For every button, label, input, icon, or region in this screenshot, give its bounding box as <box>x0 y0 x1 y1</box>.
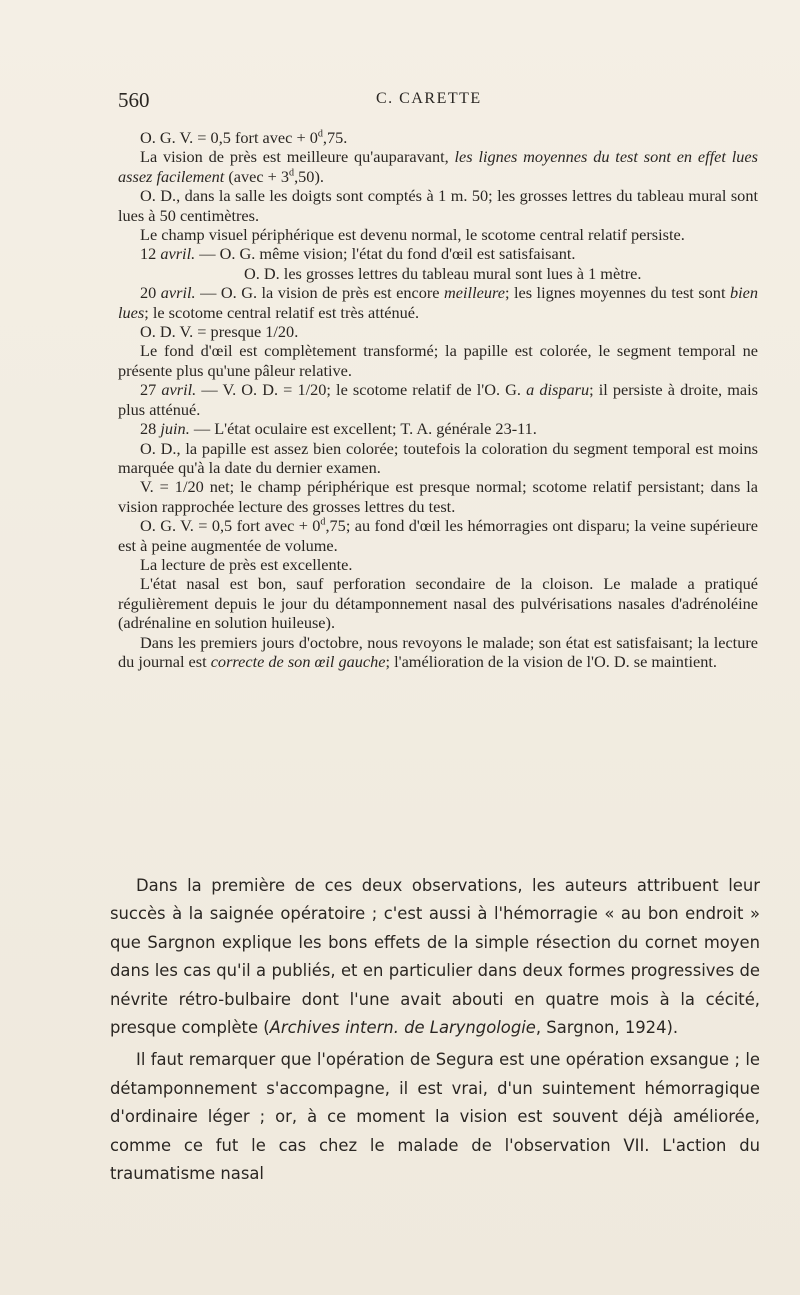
note-paragraph-10 <box>118 380 758 419</box>
italic-run: avril. <box>160 283 196 303</box>
text-run: ,50). <box>294 166 324 186</box>
text-run: ; les lignes moyennes du test sont <box>504 283 730 303</box>
italic-run: juin. <box>160 419 190 439</box>
text-run: V. = 1/20 net; le champ périphérique est presque normal; scotome relatif persistant; dans la vision rapprochée lecture des grosses lettres du test. <box>118 477 758 516</box>
note-paragraph-6 <box>118 264 758 283</box>
note-paragraph-14 <box>118 516 758 555</box>
note-paragraph-2 <box>118 147 758 186</box>
note-paragraph-17 <box>118 633 758 672</box>
text-run: 20 <box>140 283 161 303</box>
note-paragraph-16 <box>118 574 758 632</box>
page-number: 560 <box>118 88 150 112</box>
text-run: Dans les premiers jours d'octobre, nous revoyons le malade; son état est satisfaisant; la lecture du journal est <box>118 632 758 671</box>
note-paragraph-7 <box>118 283 758 322</box>
italic-run: correcte de son œil gauche <box>210 651 386 671</box>
text-run: Dans la première de ces deux observations, les auteurs attribuent leur succès à la saignée opératoire ; c'est aussi à l'hémorragie « au bon endroit » que Sargnon explique les bons effets de la simple résection du cornet moyen dans les cas qu'il a publiés, et en particulier dans deux formes progressives de névrite rétro-bulbaire dont l'une avait abouti en quatre mois à la cécité, presque complète ( <box>110 876 760 1038</box>
text-run: O. G. V. = 0,5 fort avec + 0 <box>140 516 321 536</box>
superscript: d <box>317 128 323 140</box>
text-run: — V. O. D. = 1/20; le scotome relatif de l'O. G. <box>196 380 527 400</box>
clinical-notes <box>118 128 758 671</box>
italic-run: avril. <box>160 244 196 264</box>
text-run: (avec + 3 <box>224 166 290 186</box>
text-run: — L'état oculaire est excellent; T. A. générale 23-11. <box>189 419 537 439</box>
body-text <box>110 872 760 1188</box>
text-run: — O. G. même vision; l'état du fond d'œil est satisfaisant. <box>195 244 576 264</box>
text-run: 12 <box>140 244 161 264</box>
superscript: d <box>320 516 326 528</box>
italic-run: Archives intern. de Laryngologie <box>269 1018 536 1038</box>
text-run: La lecture de près est excellente. <box>140 554 353 574</box>
text-run: ,75. <box>322 128 348 147</box>
text-run: ; le scotome central relatif est très atténué. <box>144 302 420 322</box>
text-run: L'état nasal est bon, sauf perforation secondaire de la cloison. Le malade a pratiqué régulièrement depuis le jour du détamponnement nasal des pulvérisations nasales d'adrénoléine (adrénaline en solution huileuse). <box>118 574 758 633</box>
text-run: O. D. V. = presque 1/20. <box>140 322 299 342</box>
text-run: Le champ visuel périphérique est devenu normal, le scotome central relatif persiste. <box>140 225 685 245</box>
text-run: O. D., la papille est assez bien colorée; toutefois la coloration du segment temporal est moins marquée qu'à la date du dernier examen. <box>118 438 758 477</box>
note-paragraph-15 <box>118 555 758 574</box>
text-run: 28 <box>140 419 161 439</box>
body-paragraph-2 <box>110 1046 760 1188</box>
italic-run: a disparu <box>526 380 590 400</box>
text-run: ; l'amélioration de la vision de l'O. D. se maintient. <box>385 651 717 671</box>
text-run: , Sargnon, 1924). <box>535 1018 679 1038</box>
note-paragraph-8 <box>118 322 758 341</box>
text-run: — O. G. la vision de près est encore <box>195 283 445 303</box>
note-paragraph-4 <box>118 225 758 244</box>
italic-run: bien lues <box>118 283 758 322</box>
text-run: O. D., dans la salle les doigts sont comptés à 1 m. 50; les grosses lettres du tableau mural sont lues à 50 centimètres. <box>118 186 758 225</box>
text-run: O. G. V. = 0,5 fort avec + 0 <box>140 128 318 147</box>
italic-run: meilleure <box>444 283 505 303</box>
running-title: C. CARETTE <box>376 90 482 107</box>
note-paragraph-11 <box>118 419 758 438</box>
body-paragraph-1 <box>110 872 760 1042</box>
italic-run: les lignes moyennes du test sont en effet lues assez facilement <box>118 147 758 186</box>
superscript: d <box>289 167 295 179</box>
text-run: ,75; au fond d'œil les hémorragies ont disparu; la veine supérieure est à peine augmentée de volume. <box>118 516 758 555</box>
text-run: ; il persiste à droite, mais plus atténué. <box>118 380 758 419</box>
running-head <box>118 88 758 114</box>
note-paragraph-13 <box>118 477 758 516</box>
text-run: Le fond d'œil est complètement transformé; la papille est colorée, le segment temporal ne présente plus qu'une pâleur relative. <box>118 341 758 380</box>
text-run: Il faut remarquer que l'opération de Segura est une opération exsangue ; le détamponnement s'accompagne, il est vrai, d'un suintement hémorragique d'ordinaire léger ; or, à ce moment la vision est souvent déjà améliorée, comme ce fut le cas chez le malade de l'observation VII. L'action du traumatisme nasal <box>110 1050 760 1184</box>
text-run: O. D. les grosses lettres du tableau mural sont lues à 1 mètre. <box>244 263 642 283</box>
text-run: La vision de près est meilleure qu'auparavant, <box>140 147 455 167</box>
note-paragraph-9 <box>118 341 758 380</box>
text-run: 27 <box>140 380 162 400</box>
note-paragraph-3 <box>118 186 758 225</box>
note-paragraph-1 <box>118 128 758 147</box>
italic-run: avril. <box>161 380 197 400</box>
note-paragraph-12 <box>118 439 758 478</box>
note-paragraph-5 <box>118 244 758 263</box>
